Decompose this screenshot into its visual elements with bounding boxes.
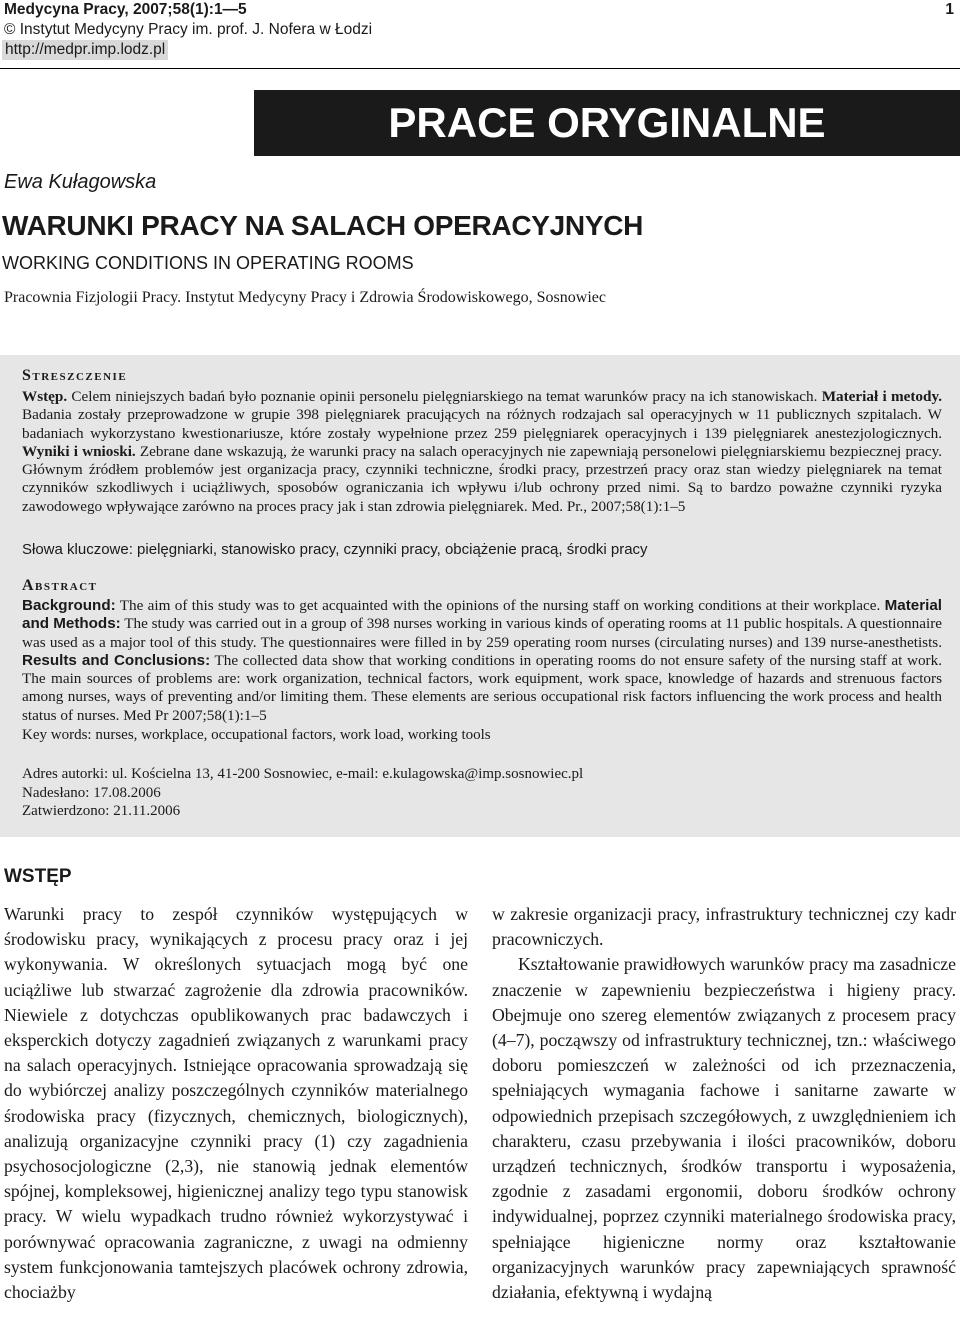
abstract-en-methods-label: Material and Methods: <box>22 597 942 633</box>
affiliation: Pracownia Fizjologii Pracy. Instytut Medycyny Pracy i Zdrowia Środowiskowego, Sosnowiec <box>4 289 606 306</box>
journal-citation: Medycyna Pracy, 2007;58(1):1—5 <box>4 1 247 18</box>
header-divider <box>0 68 960 69</box>
accepted-date: Zatwierdzono: 21.11.2006 <box>22 803 181 819</box>
abstract-en-text <box>22 597 942 725</box>
submitted-date: Nadesłano: 17.08.2006 <box>22 784 161 801</box>
abstract-pl-results-label: Wyniki i wnioski. <box>22 442 136 460</box>
page-number: 1 <box>945 1 954 18</box>
body-paragraph: Warunki pracy to zespół czynników występujących w środowisku pracy, wynikających z procesu pracy oraz i jej wykonywania. W określonych sytuacjach mogą być one uciążliwe lub stwarzać zagrożenie dla zdrowia pracowników. Niewiele z dotychczas opublikowanych prac badawczych i eksperckich dotyczy zagadnień związanych z warunkami pracy na salach operacyjnych. Istniejące opracowania sprowadzają się do wybiórczej analizy poszczególnych czynników materialnego środowiska pracy (fizycznych, chemicznych, biologicznych), analizują organizacyjne czynniki pracy (1) czy zagadnienia psychosocjologiczne (2,3), nie stanowią jednak elementów spójnej, kompleksowej, higienicznej analizy tego typu stanowisk pracy. W wielu wypadkach trudno również wykorzystywać i porównywać opracowania zagraniczne, z uwagi na odmienny system funkcjonowania tamtejszych placówek ochrony zdrowia, chociażby <box>4 904 468 1303</box>
copyright-notice: © Instytut Medycyny Pracy im. prof. J. Nofera w Łodzi <box>4 21 373 38</box>
section-banner <box>254 90 960 156</box>
abstract-pl-intro-text: Celem niniejszych badań było poznanie opinii personelu pielęgniarskiego na temat warunków pracy na ich stanowiskach. <box>67 388 822 405</box>
abstract-en-results-text: The collected data show that working conditions in operating rooms do not ensure safety of the nursing staff at work. The main sources of problems are: work organization, technical factors, work equipment, work space, knowledge of hazards and strenuous factors among nurses, ways of preventing and/or limiting them. These elements are serious occupational risk factors influencing the work process and health status of nurses. Med Pr 2007;58(1):1–5 <box>22 651 942 724</box>
abstract-en-methods-text: The study was carried out in a group of 398 nurses working in various kinds of operating rooms at 11 public hospitals. A questionnaire was used as a major tool of this study. The questionnaires were filled in by 259 operating room nurses (circulating nurses) and 139 nurse-anesthetists. <box>22 615 942 651</box>
abstract-en-background-label: Background: <box>22 597 116 614</box>
intro-heading: WSTĘP <box>4 866 72 887</box>
abstract-en-keywords: Key words: nurses, workplace, occupational factors, work load, working tools <box>22 727 491 743</box>
abstract-pl-results-text: Zebrane dane wskazują, że warunki pracy na salach operacyjnych nie zapewniają personelowi pielęgniarskiemu bezpiecznej pracy. Głównym źródłem problemów jest organizacja pracy, czynniki techniczne, środki pracy, przestrzeń pracy oraz stan wiedzy pielęgniarek na temat czynników szkodliwych i uciążliwych, sposobów ograniczania ich wpływu i/lub ochrony przed nimi. Są to bardzo poważne czynniki ryzyka zawodowego wpływające zarówno na proces pracy jak i stan zdrowia pielęgniarek. Med. Pr., 2007;58(1):1–5 <box>22 442 942 515</box>
abstract-pl-text <box>22 388 942 516</box>
body-paragraph: w zakresie organizacji pracy, infrastruktury technicznej czy kadr pracowniczych. <box>492 904 956 950</box>
abstract-pl-heading: Streszczenie <box>22 367 128 384</box>
abstract-en-background-text: The aim of this study was to get acquainted with the opinions of the nursing staff on working conditions at their workplace. <box>115 597 885 614</box>
abstract-pl-intro-label: Wstęp. <box>22 388 68 405</box>
abstract-pl-methods-text: Badania zostały przeprowadzone w grupie 398 pielęgniarek pracujących na różnych rodzajach sal operacyjnych w 11 publicznych szpitalach. W badaniach wykorzystano kwestionariusze, które zostały wypełnione przez 259 pielęgniarek operacyjnych i 139 pielęgniarek anestezjologicznych. <box>22 406 942 442</box>
abstract-pl-keywords: Słowa kluczowe: pielęgniarki, stanowisko pracy, czynniki pracy, obciążenie pracą, środki pracy <box>22 541 648 558</box>
article-subtitle: WORKING CONDITIONS IN OPERATING ROOMS <box>2 253 414 273</box>
abstract-en-heading: Abstract <box>22 577 98 594</box>
correspondence-block <box>22 765 942 821</box>
correspondence-address: Adres autorki: ul. Kościelna 13, 41-200 Sosnowiec, e-mail: e.kulagowska@imp.sosnowiec.pl <box>22 766 584 782</box>
abstract-pl-methods-label: Materiał i metody. <box>821 388 942 405</box>
article-title: WARUNKI PRACY NA SALACH OPERACYJNYCH <box>2 210 644 241</box>
body-paragraph: Kształtowanie prawidłowych warunków pracy ma zasadnicze znaczenie w zapewnieniu bezpieczeństwa i higieny pracy. Obejmuje ono szereg elementów związanych z procesem pracy (4–7), począwszy od infrastruktury technicznej, tzn.: właściwego doboru pomieszczeń w zależności od ich przeznaczenia, spełniających wymagania fachowe i sanitarne zawarte w odpowiednich przepisach szczegółowych, z uwzględnieniem ich charakteru, czasu przebywania i ilości pracowników, doboru urządzeń technicznych, środków transportu i wyposażenia, zgodnie z zasadami ergonomii, doboru środków ochrony indywidualnej, poprzez czynniki materialnego środowiska pracy, spełniające higieniczne normy oraz kształtowanie organizacyjnych warunków pracy zapewniających sprawność działania, efektywną i wydajną <box>492 954 956 1303</box>
abstract-en-results-label: Results and Conclusions: <box>22 651 211 669</box>
body-column-right <box>492 902 956 1305</box>
abstract-box <box>0 355 960 837</box>
section-banner-label: PRACE ORYGINALNE <box>388 99 826 146</box>
author-name: Ewa Kułagowska <box>4 171 157 193</box>
journal-url-link[interactable]: http://medpr.imp.lodz.pl <box>2 40 168 60</box>
body-column-left <box>4 902 468 1305</box>
